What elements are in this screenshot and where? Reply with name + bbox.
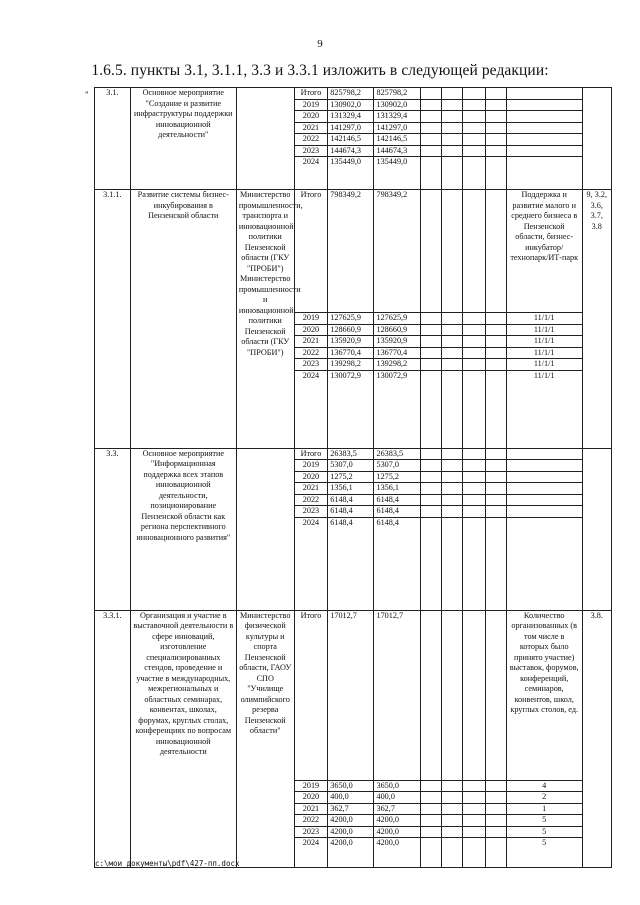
- empty-cell: [485, 336, 506, 348]
- total-amount-cell: 128660,9: [328, 324, 374, 336]
- empty-cell: [441, 99, 462, 111]
- total-amount-cell: 130072,9: [328, 370, 374, 448]
- year-cell: 2019: [294, 780, 328, 792]
- year-cell: 2023: [294, 359, 328, 371]
- regional-budget-cell: 1356,1: [374, 483, 420, 495]
- year-cell: 2021: [294, 122, 328, 134]
- empty-cell: [420, 359, 441, 371]
- indicator-value-cell: [506, 471, 582, 483]
- empty-cell: [485, 792, 506, 804]
- year-cell: Итого: [294, 88, 328, 100]
- empty-cell: [485, 826, 506, 838]
- table-row: [95, 610, 612, 780]
- empty-cell: [462, 111, 485, 123]
- empty-cell: [441, 359, 462, 371]
- empty-cell: [420, 448, 441, 460]
- indicator-value-cell: [506, 506, 582, 518]
- indicator-value-cell: [506, 517, 582, 610]
- year-cell: 2020: [294, 792, 328, 804]
- empty-cell: [485, 780, 506, 792]
- year-cell: 2024: [294, 370, 328, 448]
- link-cell: [582, 448, 611, 610]
- year-cell: 2024: [294, 517, 328, 610]
- regional-budget-cell: 798349,2: [374, 190, 420, 313]
- empty-cell: [462, 99, 485, 111]
- regional-budget-cell: 825798,2: [374, 88, 420, 100]
- indicator-value-cell: [506, 460, 582, 472]
- year-cell: 2021: [294, 803, 328, 815]
- empty-cell: [485, 145, 506, 157]
- item-name-cell: Основное мероприятие "Информационная поддержка всех этапов инновационной деятельности, позиционирование Пензенской области как региона перспективного инновационного развития": [130, 448, 236, 610]
- empty-cell: [485, 122, 506, 134]
- total-amount-cell: 17012,7: [328, 610, 374, 780]
- empty-cell: [485, 483, 506, 495]
- total-amount-cell: 798349,2: [328, 190, 374, 313]
- result-indicator-cell: Поддержка и развитие малого и среднего бизнеса в Пензенской области, бизнес-инкубатор/технопарк/ИТ-парк: [506, 190, 582, 313]
- page-heading: 1.6.5. пункты 3.1, 3.1.1, 3.3 и 3.3.1 изложить в следующей редакции:: [91, 62, 549, 79]
- indicator-value-cell: [506, 157, 582, 190]
- empty-cell: [485, 448, 506, 460]
- empty-cell: [441, 838, 462, 868]
- link-cell: [582, 88, 611, 190]
- total-amount-cell: 136770,4: [328, 347, 374, 359]
- empty-cell: [441, 190, 462, 313]
- empty-cell: [420, 122, 441, 134]
- year-cell: 2022: [294, 134, 328, 146]
- result-indicator-cell: [506, 88, 582, 100]
- total-amount-cell: 130902,0: [328, 99, 374, 111]
- total-amount-cell: 825798,2: [328, 88, 374, 100]
- regional-budget-cell: 17012,7: [374, 610, 420, 780]
- empty-cell: [462, 448, 485, 460]
- total-amount-cell: 141297,0: [328, 122, 374, 134]
- empty-cell: [420, 347, 441, 359]
- empty-cell: [462, 517, 485, 610]
- empty-cell: [420, 157, 441, 190]
- year-cell: Итого: [294, 190, 328, 313]
- indicator-value-cell: 4: [506, 780, 582, 792]
- indicator-value-cell: 2: [506, 792, 582, 804]
- year-cell: Итого: [294, 610, 328, 780]
- total-amount-cell: 3650,0: [328, 780, 374, 792]
- empty-cell: [441, 610, 462, 780]
- item-name-cell: Организация и участие в выставочной деятельности в сфере инноваций, изготовление специализированных стендов, проведение и участие в международных, межрегиональных и областных семинарах, конвентах, школах, форумах, круглых столах, конференциях по вопросам инновационной деятельности: [130, 610, 236, 868]
- year-cell: 2023: [294, 826, 328, 838]
- total-amount-cell: 5307,0: [328, 460, 374, 472]
- empty-cell: [441, 324, 462, 336]
- empty-cell: [462, 780, 485, 792]
- empty-cell: [462, 336, 485, 348]
- total-amount-cell: 1356,1: [328, 483, 374, 495]
- empty-cell: [441, 483, 462, 495]
- empty-cell: [441, 157, 462, 190]
- year-cell: 2019: [294, 99, 328, 111]
- indicator-value-cell: 11/1/1: [506, 324, 582, 336]
- empty-cell: [462, 506, 485, 518]
- empty-cell: [485, 838, 506, 868]
- year-cell: 2022: [294, 815, 328, 827]
- result-indicator-cell: Количество организованных (в том числе в которых было принято участие) выставок, форумов, конференций, семинаров, конвентов, школ, круглых столов, ед.: [506, 610, 582, 780]
- indicator-value-cell: [506, 111, 582, 123]
- empty-cell: [420, 336, 441, 348]
- regional-budget-cell: 139298,2: [374, 359, 420, 371]
- empty-cell: [420, 111, 441, 123]
- year-cell: 2020: [294, 324, 328, 336]
- empty-cell: [420, 145, 441, 157]
- empty-cell: [462, 313, 485, 325]
- regional-budget-cell: 141297,0: [374, 122, 420, 134]
- empty-cell: [462, 460, 485, 472]
- regional-budget-cell: 131329,4: [374, 111, 420, 123]
- empty-cell: [420, 134, 441, 146]
- empty-cell: [485, 347, 506, 359]
- empty-cell: [485, 99, 506, 111]
- empty-cell: [420, 190, 441, 313]
- empty-cell: [441, 145, 462, 157]
- executor-cell: [236, 88, 294, 190]
- empty-cell: [462, 471, 485, 483]
- empty-cell: [462, 483, 485, 495]
- total-amount-cell: 131329,4: [328, 111, 374, 123]
- empty-cell: [485, 815, 506, 827]
- indicator-value-cell: [506, 134, 582, 146]
- empty-cell: [441, 792, 462, 804]
- year-cell: 2024: [294, 838, 328, 868]
- regional-budget-cell: 1275,2: [374, 471, 420, 483]
- empty-cell: [462, 145, 485, 157]
- empty-cell: [420, 88, 441, 100]
- empty-cell: [462, 190, 485, 313]
- empty-cell: [441, 313, 462, 325]
- regional-budget-cell: 3650,0: [374, 780, 420, 792]
- empty-cell: [441, 347, 462, 359]
- result-indicator-cell: [506, 448, 582, 460]
- link-cell: 3.8.: [582, 610, 611, 868]
- program-table-body: [95, 88, 612, 868]
- empty-cell: [485, 359, 506, 371]
- empty-cell: [462, 359, 485, 371]
- empty-cell: [420, 471, 441, 483]
- year-cell: 2020: [294, 111, 328, 123]
- indicator-value-cell: [506, 483, 582, 495]
- empty-cell: [462, 494, 485, 506]
- empty-cell: [420, 517, 441, 610]
- indicator-value-cell: 11/1/1: [506, 359, 582, 371]
- empty-cell: [420, 815, 441, 827]
- total-amount-cell: 6148,4: [328, 494, 374, 506]
- regional-budget-cell: 26383,5: [374, 448, 420, 460]
- total-amount-cell: 4200,0: [328, 826, 374, 838]
- empty-cell: [420, 460, 441, 472]
- empty-cell: [462, 826, 485, 838]
- regional-budget-cell: 362,7: [374, 803, 420, 815]
- indicator-value-cell: 11/1/1: [506, 313, 582, 325]
- page-number: 9: [317, 38, 323, 50]
- empty-cell: [420, 838, 441, 868]
- empty-cell: [485, 506, 506, 518]
- indicator-value-cell: [506, 145, 582, 157]
- empty-cell: [485, 370, 506, 448]
- total-amount-cell: 1275,2: [328, 471, 374, 483]
- indicator-value-cell: [506, 99, 582, 111]
- indicator-value-cell: 5: [506, 815, 582, 827]
- empty-cell: [420, 610, 441, 780]
- empty-cell: [441, 122, 462, 134]
- empty-cell: [485, 460, 506, 472]
- year-cell: 2022: [294, 347, 328, 359]
- regional-budget-cell: 128660,9: [374, 324, 420, 336]
- total-amount-cell: 362,7: [328, 803, 374, 815]
- empty-cell: [462, 122, 485, 134]
- empty-cell: [441, 88, 462, 100]
- regional-budget-cell: 6148,4: [374, 517, 420, 610]
- total-amount-cell: 6148,4: [328, 517, 374, 610]
- empty-cell: [420, 313, 441, 325]
- footer-file-path: c:\мои документы\pdf\427-пп.docx: [95, 859, 240, 868]
- empty-cell: [441, 494, 462, 506]
- empty-cell: [485, 494, 506, 506]
- year-cell: 2024: [294, 157, 328, 190]
- empty-cell: [441, 826, 462, 838]
- empty-cell: [441, 370, 462, 448]
- empty-cell: [441, 517, 462, 610]
- empty-cell: [441, 134, 462, 146]
- regional-budget-cell: 135920,9: [374, 336, 420, 348]
- empty-cell: [462, 347, 485, 359]
- empty-cell: [485, 517, 506, 610]
- total-amount-cell: 26383,5: [328, 448, 374, 460]
- indicator-value-cell: [506, 122, 582, 134]
- year-cell: 2023: [294, 506, 328, 518]
- total-amount-cell: 127625,9: [328, 313, 374, 325]
- indicator-value-cell: 1: [506, 803, 582, 815]
- empty-cell: [420, 792, 441, 804]
- table-row: [95, 448, 612, 460]
- regional-budget-cell: 130072,9: [374, 370, 420, 448]
- empty-cell: [485, 134, 506, 146]
- regional-budget-cell: 4200,0: [374, 838, 420, 868]
- empty-cell: [420, 506, 441, 518]
- regional-budget-cell: 6148,4: [374, 506, 420, 518]
- empty-cell: [420, 826, 441, 838]
- empty-cell: [420, 494, 441, 506]
- empty-cell: [485, 610, 506, 780]
- executor-cell: [236, 448, 294, 610]
- program-table-wrapper: [94, 87, 612, 868]
- item-number-cell: 3.1.: [95, 88, 131, 190]
- total-amount-cell: 139298,2: [328, 359, 374, 371]
- indicator-value-cell: 11/1/1: [506, 347, 582, 359]
- empty-cell: [420, 803, 441, 815]
- year-cell: Итого: [294, 448, 328, 460]
- indicator-value-cell: 5: [506, 838, 582, 868]
- item-name-cell: Развитие системы бизнес-инкубирования в Пензенской области: [130, 190, 236, 449]
- executor-cell: Министерство физической культуры и спорта Пензенской области, ГАОУ СПО "Училище олимпийского резерва Пензенской области": [236, 610, 294, 868]
- empty-cell: [462, 324, 485, 336]
- indicator-value-cell: [506, 494, 582, 506]
- total-amount-cell: 144674,3: [328, 145, 374, 157]
- total-amount-cell: 400,0: [328, 792, 374, 804]
- empty-cell: [441, 471, 462, 483]
- empty-cell: [485, 324, 506, 336]
- empty-cell: [462, 157, 485, 190]
- total-amount-cell: 4200,0: [328, 815, 374, 827]
- empty-cell: [485, 157, 506, 190]
- total-amount-cell: 4200,0: [328, 838, 374, 868]
- empty-cell: [441, 506, 462, 518]
- link-cell: 9, 3.2, 3.6, 3.7, 3.8: [582, 190, 611, 449]
- regional-budget-cell: 5307,0: [374, 460, 420, 472]
- empty-cell: [485, 88, 506, 100]
- item-number-cell: 3.1.1.: [95, 190, 131, 449]
- regional-budget-cell: 136770,4: [374, 347, 420, 359]
- executor-cell: Министерство промышленности, транспорта и инновационной политики Пензенской области (ГКУ "ПРОБИ") Министерство промышленности и инновационной политики Пензенской области (ГКУ "ПРОБИ"): [236, 190, 294, 449]
- regional-budget-cell: 130902,0: [374, 99, 420, 111]
- year-cell: 2020: [294, 471, 328, 483]
- indicator-value-cell: 11/1/1: [506, 370, 582, 448]
- empty-cell: [420, 370, 441, 448]
- empty-cell: [441, 803, 462, 815]
- empty-cell: [462, 88, 485, 100]
- indicator-value-cell: 11/1/1: [506, 336, 582, 348]
- regional-budget-cell: 135449,0: [374, 157, 420, 190]
- empty-cell: [420, 99, 441, 111]
- table-row: [95, 190, 612, 313]
- empty-cell: [420, 324, 441, 336]
- empty-cell: [485, 190, 506, 313]
- regional-budget-cell: 127625,9: [374, 313, 420, 325]
- empty-cell: [485, 803, 506, 815]
- empty-cell: [441, 448, 462, 460]
- total-amount-cell: 135920,9: [328, 336, 374, 348]
- empty-cell: [462, 838, 485, 868]
- empty-cell: [420, 780, 441, 792]
- regional-budget-cell: 142146,5: [374, 134, 420, 146]
- empty-cell: [485, 313, 506, 325]
- year-cell: 2019: [294, 460, 328, 472]
- item-number-cell: 3.3.1.: [95, 610, 131, 868]
- empty-cell: [441, 336, 462, 348]
- table-row: [95, 88, 612, 100]
- indicator-value-cell: 5: [506, 826, 582, 838]
- regional-budget-cell: 6148,4: [374, 494, 420, 506]
- opening-quote: ": [85, 90, 89, 100]
- empty-cell: [462, 792, 485, 804]
- empty-cell: [441, 815, 462, 827]
- total-amount-cell: 6148,4: [328, 506, 374, 518]
- empty-cell: [485, 111, 506, 123]
- regional-budget-cell: 400,0: [374, 792, 420, 804]
- year-cell: 2019: [294, 313, 328, 325]
- empty-cell: [462, 803, 485, 815]
- total-amount-cell: 135449,0: [328, 157, 374, 190]
- empty-cell: [441, 460, 462, 472]
- empty-cell: [462, 815, 485, 827]
- empty-cell: [441, 111, 462, 123]
- empty-cell: [462, 370, 485, 448]
- year-cell: 2022: [294, 494, 328, 506]
- year-cell: 2023: [294, 145, 328, 157]
- regional-budget-cell: 4200,0: [374, 826, 420, 838]
- year-cell: 2021: [294, 483, 328, 495]
- empty-cell: [441, 780, 462, 792]
- empty-cell: [485, 471, 506, 483]
- empty-cell: [462, 610, 485, 780]
- empty-cell: [420, 483, 441, 495]
- total-amount-cell: 142146,5: [328, 134, 374, 146]
- regional-budget-cell: 4200,0: [374, 815, 420, 827]
- empty-cell: [462, 134, 485, 146]
- item-name-cell: Основное мероприятие "Создание и развитие инфраструктуры поддержки инновационной деятельности": [130, 88, 236, 190]
- year-cell: 2021: [294, 336, 328, 348]
- regional-budget-cell: 144674,3: [374, 145, 420, 157]
- program-table: [94, 87, 612, 868]
- item-number-cell: 3.3.: [95, 448, 131, 610]
